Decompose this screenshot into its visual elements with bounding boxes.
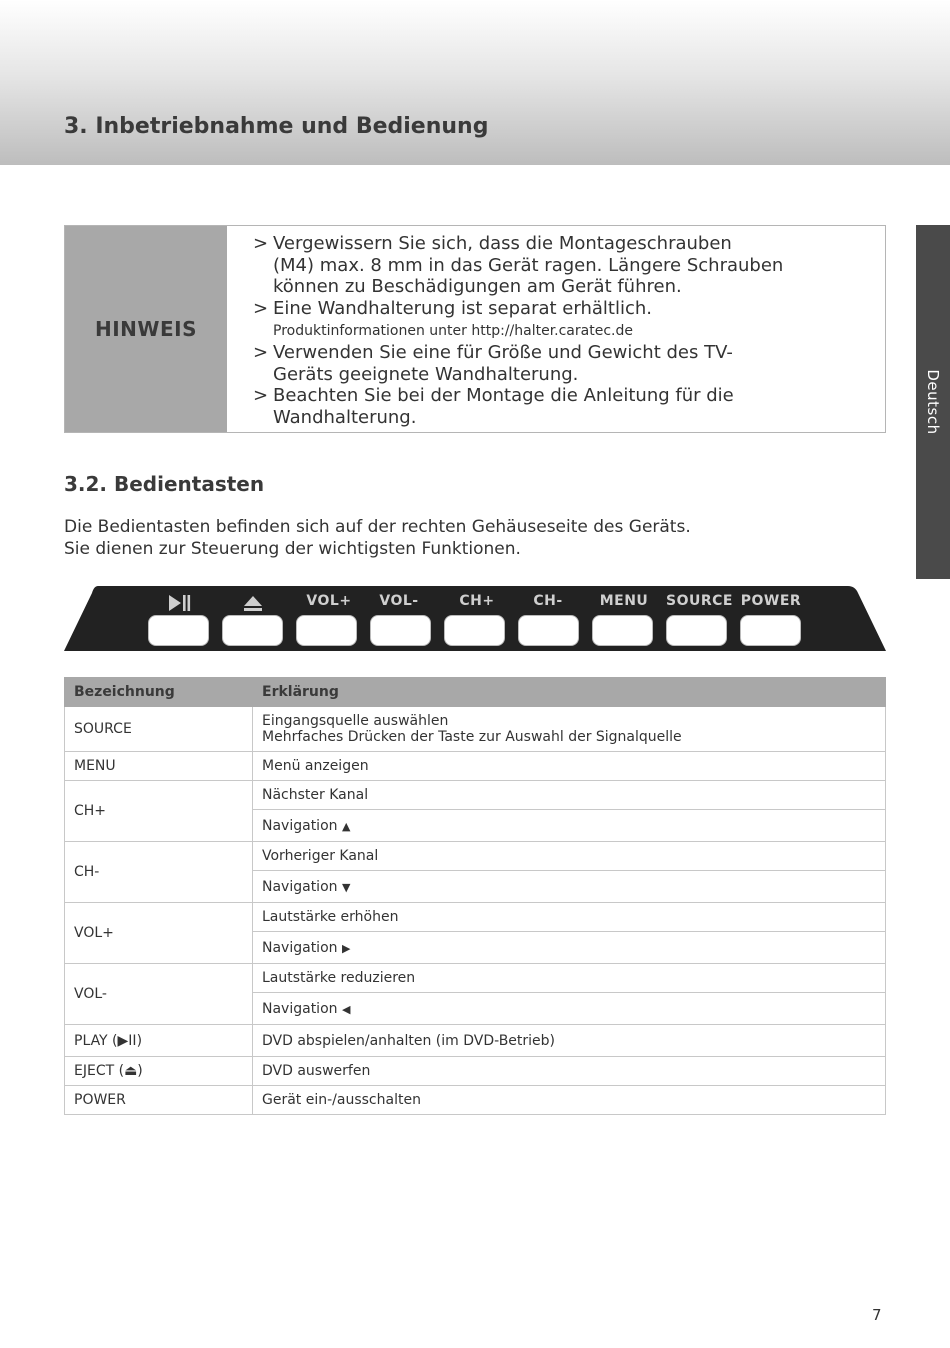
key-name: VOL+ (65, 903, 253, 964)
key-description (253, 932, 886, 964)
header-band (0, 0, 950, 165)
panel-key-eject (222, 615, 283, 646)
panel-label-vol-plus: VOL+ (306, 593, 352, 609)
note-label-cell (65, 226, 227, 432)
panel-key-menu (592, 615, 653, 646)
key-name: POWER (65, 1086, 253, 1115)
description-text: Navigation (262, 878, 338, 895)
note-line: Wandhalterung. (273, 406, 417, 428)
table-row (65, 752, 886, 781)
page-number: 7 (872, 1306, 882, 1324)
triangle-up-icon: ▲ (341, 819, 351, 833)
panel-key-source (666, 615, 727, 646)
table-row (65, 964, 886, 993)
key-name: CH- (65, 842, 253, 903)
page-title: 3. Inbetriebnahme und Bedienung (64, 114, 489, 139)
panel-key-vol-plus (296, 615, 357, 646)
key-description: Lautstärke reduzieren (253, 964, 886, 993)
key-name: CH+ (65, 781, 253, 842)
key-name: VOL- (65, 964, 253, 1025)
panel-label-vol-minus: VOL- (379, 593, 419, 609)
key-description: Vorheriger Kanal (253, 842, 886, 871)
table-row (65, 1086, 886, 1115)
table-row (65, 707, 886, 752)
table-row (65, 1057, 886, 1086)
section-intro (64, 516, 884, 560)
triangle-left-icon: ◀ (341, 1002, 351, 1016)
panel-key-power (740, 615, 801, 646)
note-line: können zu Beschädigungen am Gerät führen. (273, 276, 682, 298)
column-header-description: Erklärung (253, 678, 886, 707)
key-description: Lautstärke erhöhen (253, 903, 886, 932)
key-name: MENU (65, 752, 253, 781)
key-name: SOURCE (65, 707, 253, 752)
key-description: Menü anzeigen (253, 752, 886, 781)
note-bullet: > (253, 298, 269, 320)
language-tab-label: Deutsch (924, 369, 942, 435)
panel-label-power: POWER (740, 593, 802, 609)
table-row (65, 781, 886, 810)
note-product-link: Produktinformationen unter http://halter.caratec.de (273, 322, 633, 339)
eject-icon: ⏏ (124, 1063, 138, 1079)
note-line: (M4) max. 8 mm in das Gerät ragen. Längere Schrauben (273, 254, 784, 276)
note-bullet: > (253, 341, 269, 363)
note-item (253, 341, 871, 385)
panel-key-play (148, 615, 209, 646)
description-line: Mehrfaches Drücken der Taste zur Auswahl der Signalquelle (262, 729, 682, 745)
description-text: Navigation (262, 939, 338, 956)
note-item (253, 233, 871, 298)
description-text: Navigation (262, 817, 338, 834)
section-title: 3.2. Bedientasten (64, 472, 265, 496)
key-description (253, 871, 886, 903)
panel-label-ch-plus: CH+ (459, 593, 495, 609)
key-description: Nächster Kanal (253, 781, 886, 810)
panel-label-source: SOURCE (666, 593, 733, 609)
note-bullet: > (253, 385, 269, 407)
triangle-right-icon: ▶ (341, 941, 351, 955)
intro-line: Die Bedientasten befinden sich auf der rechten Gehäuseseite des Geräts. (64, 517, 691, 537)
description-line: Eingangsquelle auswählen (262, 713, 449, 729)
language-tab (916, 225, 950, 579)
table-row (65, 842, 886, 871)
note-line: Eine Wandhalterung ist separat erhältlich. (273, 298, 652, 320)
note-item (253, 385, 871, 428)
key-description: Gerät ein-/ausschalten (253, 1086, 886, 1115)
key-name-end: ) (137, 1063, 143, 1079)
key-name (65, 1057, 253, 1086)
note-bullet: > (253, 233, 269, 254)
note-line: Vergewissern Sie sich, dass die Montageschrauben (273, 233, 732, 254)
key-name-text: PLAY ( (74, 1032, 118, 1049)
table-header-row (65, 678, 886, 707)
panel-key-vol-minus (370, 615, 431, 646)
panel-label-menu: MENU (599, 593, 649, 609)
table-row (65, 1025, 886, 1057)
note-box (64, 225, 886, 433)
controls-table (64, 677, 886, 1115)
key-description: DVD auswerfen (253, 1057, 886, 1086)
note-line: Verwenden Sie eine für Größe und Gewicht des TV- (273, 341, 733, 363)
triangle-down-icon: ▼ (341, 880, 351, 894)
note-content (227, 226, 885, 432)
control-panel-illustration (64, 585, 886, 652)
description-text: Navigation (262, 1000, 338, 1017)
play-pause-icon (148, 591, 210, 613)
key-name (65, 1025, 253, 1057)
table-row (65, 903, 886, 932)
eject-icon (222, 591, 284, 613)
panel-key-ch-minus (518, 615, 579, 646)
panel-key-ch-plus (444, 615, 505, 646)
key-name-end: ) (136, 1032, 143, 1049)
note-line: Beachten Sie bei der Montage die Anleitung für die (273, 385, 734, 407)
note-label: HINWEIS (95, 317, 197, 341)
note-line: Geräts geeignete Wandhalterung. (273, 363, 579, 385)
panel-label-ch-minus: CH- (533, 593, 563, 609)
key-description (253, 707, 886, 752)
key-name-text: EJECT ( (74, 1063, 125, 1079)
play-pause-icon: ▶II (117, 1032, 137, 1049)
key-description: DVD abspielen/anhalten (im DVD-Betrieb) (253, 1025, 886, 1057)
note-item (253, 298, 871, 342)
key-description (253, 993, 886, 1025)
intro-line: Sie dienen zur Steuerung der wichtigsten Funktionen. (64, 539, 521, 559)
column-header-name: Bezeichnung (65, 678, 253, 707)
key-description (253, 810, 886, 842)
